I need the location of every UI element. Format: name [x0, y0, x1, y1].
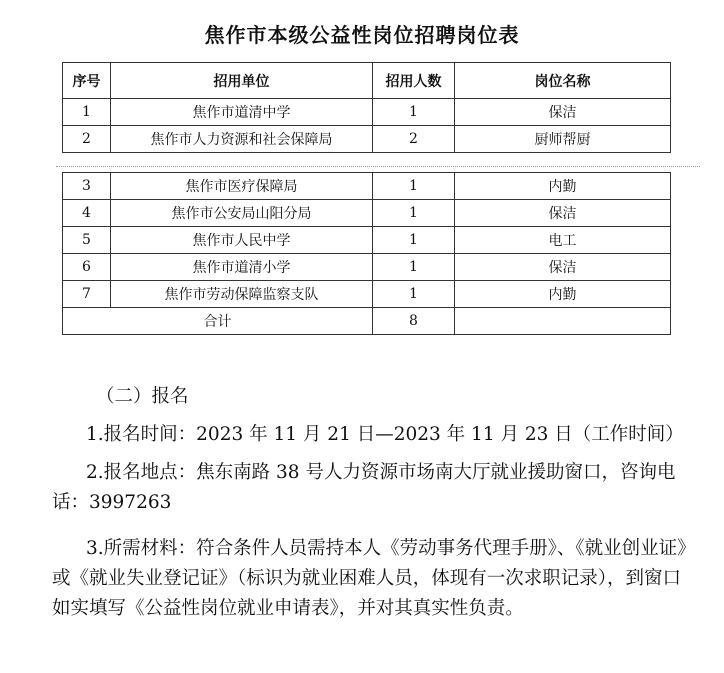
table-row: [63, 173, 671, 200]
cell-post: 内勤: [455, 173, 671, 200]
cell-count: 1: [373, 99, 455, 126]
header-unit: 招用单位: [111, 63, 373, 99]
jobs-table-bottom: [62, 172, 671, 335]
page-break-line: [56, 166, 700, 167]
section-heading: （二）报名: [96, 386, 189, 407]
item-required-materials-text: 3.所需材料：符合条件人员需持本人《劳动事务代理手册》、《就业创业证》或《就业失业登记证》（标识为就业困难人员，体现有一次求职记录），到窗口如实填写《公益性岗位就业申请表》，并对其真实性负责。: [52, 538, 687, 619]
cell-unit: 焦作市道清中学: [111, 99, 373, 126]
cell-post: 保洁: [455, 200, 671, 227]
item-registration-place: [52, 458, 692, 518]
cell-post: 厨师帮厨: [455, 126, 671, 153]
cell-no: 3: [63, 173, 111, 200]
jobs-table-top: [62, 62, 671, 153]
cell-count: 1: [373, 173, 455, 200]
cell-post: 电工: [455, 227, 671, 254]
total-row: [63, 308, 671, 335]
cell-count: 1: [373, 227, 455, 254]
cell-no: 4: [63, 200, 111, 227]
cell-post: 保洁: [455, 99, 671, 126]
cell-unit: 焦作市公安局山阳分局: [111, 200, 373, 227]
table-row: [63, 126, 671, 153]
cell-unit: 焦作市人民中学: [111, 227, 373, 254]
item-registration-place-text: 2.报名地点：焦东南路 38 号人力资源市场南大厅就业援助窗口，咨询电话：3997263: [52, 462, 676, 513]
total-empty: [455, 308, 671, 335]
cell-no: 5: [63, 227, 111, 254]
total-label: 合计: [63, 308, 373, 335]
header-count: 招用人数: [373, 63, 455, 99]
item-registration-time: 1.报名时间：2023 年 11 月 21 日—2023 年 11 月 23 日（工作时间）: [86, 424, 684, 445]
cell-count: 1: [373, 281, 455, 308]
cell-no: 6: [63, 254, 111, 281]
table-header-row: [63, 63, 671, 99]
cell-count: 1: [373, 254, 455, 281]
cell-unit: 焦作市劳动保障监察支队: [111, 281, 373, 308]
header-no: 序号: [63, 63, 111, 99]
cell-count: 2: [373, 126, 455, 153]
cell-count: 1: [373, 200, 455, 227]
item-required-materials: [52, 534, 692, 624]
table-row: [63, 281, 671, 308]
cell-unit: 焦作市医疗保障局: [111, 173, 373, 200]
table-row: [63, 200, 671, 227]
cell-unit: 焦作市道清小学: [111, 254, 373, 281]
cell-post: 保洁: [455, 254, 671, 281]
table-row: [63, 99, 671, 126]
page-title: 焦作市本级公益性岗位招聘岗位表: [204, 23, 520, 47]
total-count: 8: [373, 308, 455, 335]
table-row: [63, 227, 671, 254]
cell-no: 2: [63, 126, 111, 153]
cell-unit: 焦作市人力资源和社会保障局: [111, 126, 373, 153]
table-row: [63, 254, 671, 281]
cell-post: 内勤: [455, 281, 671, 308]
cell-no: 7: [63, 281, 111, 308]
cell-no: 1: [63, 99, 111, 126]
header-post: 岗位名称: [455, 63, 671, 99]
